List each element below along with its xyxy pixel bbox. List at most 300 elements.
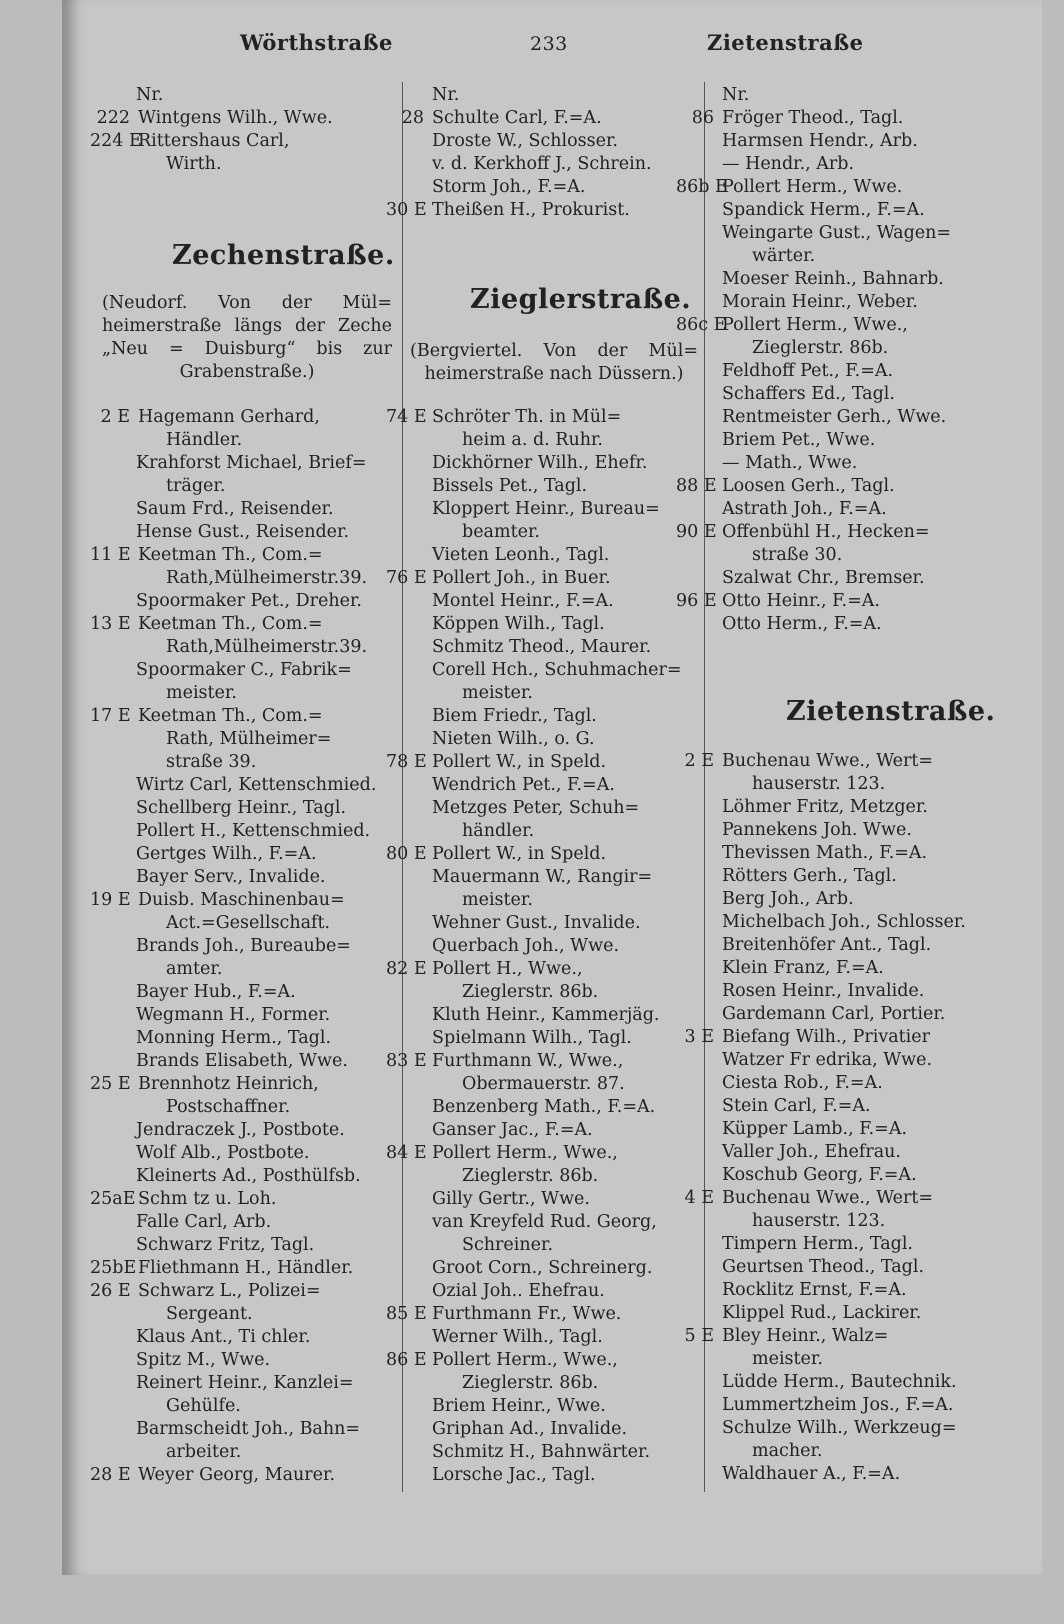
house-number: 74 E [386,407,427,427]
house-number: 85 E [386,1304,427,1324]
directory-entry [386,1349,682,1372]
resident-text: Saum Frd., Reisender. [136,499,334,519]
directory-entry [676,452,951,475]
continuation-text: Zieglerstr. 86b. [462,982,599,1002]
directory-entry [676,1417,966,1440]
resident-text: Benzenberg Math., F.=A. [432,1097,656,1117]
directory-entry [90,1188,376,1211]
directory-entry [386,544,682,567]
resident-text: Feldhoff Pet., F.=A. [722,361,894,381]
entry-continuation [676,544,951,567]
house-number: 13 E [90,614,131,634]
resident-text: Köppen Wilh., Tagl. [432,614,605,634]
directory-entry [386,912,682,935]
directory-entry [676,1003,966,1026]
resident-text: van Kreyfeld Rud. Georg, [432,1212,657,1232]
resident-text: Montel Heinr., F.=A. [432,591,614,611]
directory-entry [386,130,652,153]
directory-entry [90,774,376,797]
entry-continuation [90,1096,376,1119]
house-number: 84 E [386,1143,427,1163]
resident-text: Duisb. Maschinenbau= [138,890,345,910]
directory-entry [676,1049,966,1072]
directory-entry [386,1418,682,1441]
directory-entry [90,1073,376,1096]
resident-text: Kleinerts Ad., Posthülfsb. [136,1166,361,1186]
resident-text: Ganser Jac., F.=A. [432,1120,593,1140]
resident-text: Storm Joh., F.=A. [432,177,586,197]
directory-entry [386,866,682,889]
directory-entry [386,1004,682,1027]
directory-entry [386,1441,682,1464]
resident-text: Gilly Gertr., Wwe. [432,1189,590,1209]
resident-text: Valler Joh., Ehefrau. [722,1142,901,1162]
house-number: 224 E [90,131,142,151]
resident-text: Dickhörner Wilh., Ehefr. [432,453,648,473]
resident-text: Loosen Gerh., Tagl. [722,476,895,496]
resident-text: Nr. [432,85,460,105]
directory-entry [676,1141,966,1164]
continuation-text: meister. [166,683,237,703]
resident-text: Harmsen Hendr., Arb. [722,131,918,151]
continuation-text: beamter. [462,522,540,542]
entry-continuation [90,728,376,751]
house-number: 25 E [90,1074,131,1094]
resident-text: Küpper Lamb., F.=A. [722,1119,908,1139]
resident-text: Ozial Joh.. Ehefrau. [432,1281,605,1301]
resident-text: Berg Joh., Arb. [722,889,854,909]
entry-continuation [386,889,682,912]
directory-entry [676,1279,966,1302]
directory-entry [386,1188,682,1211]
house-number: 28 [401,108,424,128]
resident-text: Pollert Joh., in Buer. [432,568,611,588]
house-number: 96 E [676,591,717,611]
resident-text: Rocklitz Ernst, F.=A. [722,1280,907,1300]
directory-entry [90,1372,376,1395]
continuation-text: Zieglerstr. 86b. [462,1373,599,1393]
house-number: 25bE [90,1258,137,1278]
resident-text: Pollert W., in Speld. [432,752,607,772]
continuation-text: meister. [462,683,533,703]
resident-text: Falle Carl, Arb. [136,1212,272,1232]
resident-text: Furthmann W., Wwe., [432,1051,624,1071]
description-line: (Bergviertel. Von der Mül= [410,341,698,361]
entry-continuation [676,245,951,268]
resident-text: Schellberg Heinr., Tagl. [136,798,347,818]
directory-entry [386,176,652,199]
continuation-text: Sergeant. [166,1304,253,1324]
directory-entry [386,153,652,176]
directory-entry [90,590,376,613]
resident-text: Hagemann Gerhard, [138,407,320,427]
directory-page [62,0,1042,1575]
directory-entry [676,1371,966,1394]
resident-text: Pollert H., Kettenschmied. [136,821,371,841]
resident-text: Brennhotz Heinrich, [138,1074,319,1094]
resident-text: Bissels Pet., Tagl. [432,476,588,496]
continuation-text: Act.=Gesellschaft. [166,913,331,933]
directory-entry [386,567,682,590]
directory-entry [676,429,951,452]
house-number: 25aE [90,1189,136,1209]
directory-entry [676,796,966,819]
directory-entry [386,1280,682,1303]
resident-text: Klippel Rud., Lackirer. [722,1303,922,1323]
directory-entry [676,199,951,222]
continuation-text: meister. [462,890,533,910]
entry-continuation [676,773,966,796]
resident-text: Schmitz H., Bahnwärter. [432,1442,651,1462]
directory-entry [676,1095,966,1118]
resident-text: Schwarz Fritz, Tagl. [136,1235,315,1255]
directory-entry [676,819,966,842]
continuation-text: amter. [166,959,223,979]
house-number: 86c E [676,315,727,335]
street-heading-zieglerstrasse: Zieglerstraße. [470,284,692,315]
directory-entry [90,1349,376,1372]
directory-entry [386,636,682,659]
directory-entry [90,1119,376,1142]
directory-entry [676,153,951,176]
directory-entry [386,406,682,429]
resident-text: Kluth Heinr., Kammerjäg. [432,1005,660,1025]
directory-entry [90,797,376,820]
directory-entry [676,521,951,544]
directory-entry [386,1096,682,1119]
resident-text: Gertges Wilh., F.=A. [136,844,317,864]
directory-entry [386,774,682,797]
directory-entry [676,934,966,957]
resident-text: Spoormaker Pet., Dreher. [136,591,362,611]
resident-text: Ciesta Rob., F.=A. [722,1073,883,1093]
entry-continuation [386,1234,682,1257]
continuation-text: Rath,Mülheimerstr.39. [166,568,368,588]
directory-entry [386,797,682,820]
resident-text: Morain Heinr., Weber. [722,292,918,312]
entry-continuation [386,1165,682,1188]
resident-text: Rittershaus Carl, [138,131,290,151]
directory-entry [676,1118,966,1141]
directory-entry [676,911,966,934]
resident-text: Pannekens Joh. Wwe. [722,820,912,840]
resident-text: Fröger Theod., Tagl. [722,108,904,128]
resident-text: Wehner Gust., Invalide. [432,913,641,933]
directory-entry [90,820,376,843]
directory-entry [90,521,376,544]
directory-entry [90,1418,376,1441]
resident-text: Lorsche Jac., Tagl. [432,1465,596,1485]
resident-text: Schaffers Ed., Tagl. [722,384,895,404]
house-number: 19 E [90,890,131,910]
resident-text: Weingarte Gust., Wagen= [722,223,952,243]
continuation-text: händler. [462,821,535,841]
entry-continuation [676,1440,966,1463]
continuation-text: hauserstr. 123. [752,1211,886,1231]
continuation-text: heim a. d. Ruhr. [462,430,603,450]
continuation-text: Zieglerstr. 86b. [752,338,889,358]
entry-continuation [90,429,376,452]
directory-entry [90,1464,376,1487]
resident-text: Fliethmann H., Händler. [138,1258,354,1278]
resident-text: Werner Wilh., Tagl. [432,1327,603,1347]
page-number: 233 [530,33,568,55]
resident-text: Keetman Th., Com.= [138,545,323,565]
resident-text: Weyer Georg, Maurer. [138,1465,336,1485]
col2-top-entries [386,84,652,222]
resident-text: Spielmann Wilh., Tagl. [432,1028,632,1048]
entry-continuation [90,636,376,659]
directory-entry [676,1187,966,1210]
resident-text: Pollert H., Wwe., [432,959,583,979]
house-number: 5 E [684,1326,714,1346]
entry-continuation [676,337,951,360]
entry-continuation [90,912,376,935]
continuation-text: Händler. [166,430,243,450]
directory-entry [676,980,966,1003]
directory-entry [676,1233,966,1256]
description-line: (Neudorf. Von der Mül= [102,293,392,313]
continuation-text: Postschaffner. [166,1097,291,1117]
running-header-left: Wörthstraße [240,30,393,55]
directory-entry [386,475,682,498]
house-number: 78 E [386,752,427,772]
continuation-text: Obermauerstr. 87. [462,1074,625,1094]
entry-continuation [386,820,682,843]
directory-entry [676,1302,966,1325]
resident-text: Briem Heinr., Wwe. [432,1396,606,1416]
directory-entry [90,452,376,475]
resident-text: — Hendr., Arb. [722,154,855,174]
resident-text: Geurtsen Theod., Tagl. [722,1257,925,1277]
resident-text: Griphan Ad., Invalide. [432,1419,628,1439]
resident-text: Brands Elisabeth, Wwe. [136,1051,348,1071]
directory-entry [676,613,951,636]
resident-text: Biefang Wilh., Privatier [722,1027,931,1047]
directory-entry [386,1027,682,1050]
house-number: 28 E [90,1465,131,1485]
resident-text: Thevissen Math., F.=A. [722,843,928,863]
directory-entry [676,1394,966,1417]
directory-entry [386,843,682,866]
entry-continuation [90,153,333,176]
directory-entry [386,1257,682,1280]
resident-text: Keetman Th., Com.= [138,706,323,726]
resident-text: Brands Joh., Bureaube= [136,936,351,956]
resident-text: Kloppert Heinr., Bureau= [432,499,660,519]
directory-entry [676,498,951,521]
resident-text: Rötters Gerh., Tagl. [722,866,897,886]
resident-text: Pollert Herm., Wwe., [432,1143,618,1163]
directory-entry [90,1027,376,1050]
directory-entry [90,981,376,1004]
directory-entry [386,613,682,636]
continuation-text: Rath, Mülheimer= [166,729,332,749]
resident-text: Klaus Ant., Ti chler. [136,1327,311,1347]
directory-entry [90,1257,376,1280]
entry-continuation [386,1073,682,1096]
continuation-text: Rath,Mülheimerstr.39. [166,637,368,657]
directory-entry [676,842,966,865]
house-number: 17 E [90,706,131,726]
resident-text: Lüdde Herm., Bautechnik. [722,1372,957,1392]
house-number: 86 E [386,1350,427,1370]
directory-entry [386,1464,682,1487]
directory-entry [386,1395,682,1418]
directory-entry [386,1142,682,1165]
resident-text: Droste W., Schlosser. [432,131,618,151]
directory-entry [386,590,682,613]
resident-text: Wirtz Carl, Kettenschmied. [136,775,377,795]
col3-top-entries [676,84,951,636]
directory-entry [676,865,966,888]
running-header-right: Zietenstraße [707,30,864,55]
directory-entry [90,1004,376,1027]
resident-text: Keetman Th., Com.= [138,614,323,634]
directory-entry [676,130,951,153]
directory-entry [90,498,376,521]
directory-entry [90,130,333,153]
resident-text: Rentmeister Gerh., Wwe. [722,407,947,427]
house-number: 80 E [386,844,427,864]
entry-continuation [676,1210,966,1233]
directory-entry [676,360,951,383]
house-number: 86 [691,108,714,128]
continuation-text: hauserstr. 123. [752,774,886,794]
resident-text: Rosen Heinr., Invalide. [722,981,925,1001]
resident-text: Nr. [722,85,750,105]
house-number: 76 E [386,568,427,588]
resident-text: Wegmann H., Former. [136,1005,331,1025]
resident-text: Schm tz u. Loh. [138,1189,277,1209]
description-line: Grabenstraße.) [179,362,315,382]
directory-entry [676,475,951,498]
resident-text: Gardemann Carl, Portier. [722,1004,946,1024]
resident-text: Pollert Herm., Wwe., [722,315,908,335]
house-number: 90 E [676,522,717,542]
directory-entry [386,751,682,774]
directory-entry [90,1326,376,1349]
directory-entry [676,84,951,107]
col2-street-description [410,340,698,386]
continuation-text: Wirth. [166,154,222,174]
resident-text: Koschub Georg, F.=A. [722,1165,917,1185]
directory-entry [386,452,682,475]
entry-continuation [90,682,376,705]
directory-entry [386,935,682,958]
entry-continuation [676,1348,966,1371]
directory-entry [676,1256,966,1279]
resident-text: Hense Gust., Reisender. [136,522,350,542]
resident-text: Wolf Alb., Postbote. [136,1143,310,1163]
resident-text: Löhmer Fritz, Metzger. [722,797,928,817]
directory-entry [386,728,682,751]
directory-entry [90,1211,376,1234]
directory-entry [676,268,951,291]
directory-entry [676,1026,966,1049]
continuation-text: macher. [752,1441,823,1461]
entry-continuation [386,682,682,705]
resident-text: Breitenhöfer Ant., Tagl. [722,935,932,955]
resident-text: Schmitz Theod., Maurer. [432,637,652,657]
entry-continuation [90,1303,376,1326]
directory-entry [676,957,966,980]
directory-entry [386,199,652,222]
resident-text: Barmscheidt Joh., Bahn= [136,1419,361,1439]
directory-entry [386,498,682,521]
directory-entry [90,107,333,130]
directory-entry [386,1211,682,1234]
house-number: 86b E [676,177,728,197]
resident-text: Corell Hch., Schuhmacher= [432,660,682,680]
entry-continuation [90,751,376,774]
resident-text: Szalwat Chr., Bremser. [722,568,925,588]
house-number: 4 E [684,1188,714,1208]
col1-top-entries [90,84,333,176]
directory-entry [676,750,966,773]
resident-text: Jendraczek J., Postbote. [136,1120,345,1140]
directory-entry [386,1326,682,1349]
directory-entry [386,1303,682,1326]
resident-text: Schwarz L., Polizei= [138,1281,321,1301]
resident-text: Otto Heinr., F.=A. [722,591,880,611]
directory-entry [386,84,652,107]
house-number: 11 E [90,545,131,565]
house-number: 2 E [100,407,130,427]
continuation-text: straße 39. [166,752,257,772]
resident-text: Bayer Serv., Invalide. [136,867,326,887]
resident-text: Schröter Th. in Mül= [432,407,622,427]
resident-text: Spitz M., Wwe. [136,1350,271,1370]
description-line: „Neu = Duisburg“ bis zur [102,339,392,359]
resident-text: Klein Franz, F.=A. [722,958,884,978]
directory-entry [676,406,951,429]
resident-text: Bayer Hub., F.=A. [136,982,296,1002]
continuation-text: Zieglerstr. 86b. [462,1166,599,1186]
resident-text: Metzges Peter, Schuh= [432,798,640,818]
directory-entry [386,1119,682,1142]
directory-entry [676,1072,966,1095]
directory-entry [386,958,682,981]
resident-text: Groot Corn., Schreinerg. [432,1258,653,1278]
entry-continuation [90,475,376,498]
directory-entry [90,406,376,429]
resident-text: Krahforst Michael, Brief= [136,453,367,473]
directory-entry [676,291,951,314]
house-number: 26 E [90,1281,131,1301]
house-number: 83 E [386,1051,427,1071]
resident-text: Buchenau Wwe., Wert= [722,1188,934,1208]
street-heading-zietenstrasse: Zietenstraße. [786,696,996,727]
directory-entry [676,383,951,406]
description-line: heimerstraße nach Düssern.) [424,364,684,384]
resident-text: Querbach Joh., Wwe. [432,936,620,956]
directory-entry [90,1050,376,1073]
resident-text: Biem Friedr., Tagl. [432,706,597,726]
description-line: heimerstraße längs der Zeche [102,316,392,336]
directory-entry [90,866,376,889]
directory-entry [90,889,376,912]
resident-text: Nr. [136,85,164,105]
directory-entry [90,935,376,958]
house-number: 3 E [684,1027,714,1047]
directory-entry [90,843,376,866]
resident-text: Moeser Reinh., Bahnarb. [722,269,944,289]
entry-continuation [90,1441,376,1464]
continuation-text: Gehülfe. [166,1396,241,1416]
directory-entry [676,314,951,337]
resident-text: Timpern Herm., Tagl. [722,1234,913,1254]
